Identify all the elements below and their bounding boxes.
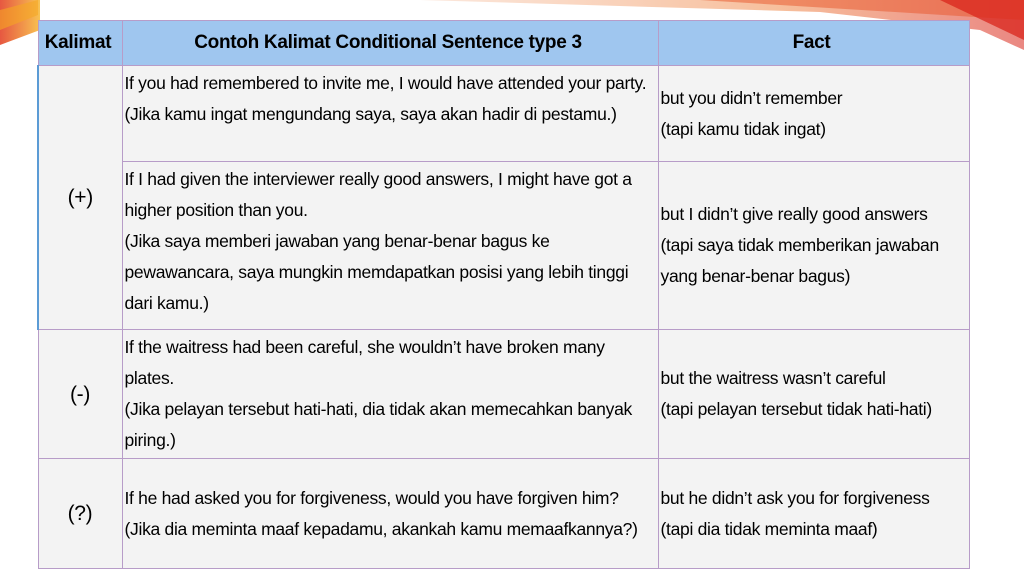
- conditional-sentence-table: [37, 20, 970, 569]
- example-sentence: If the waitress had been careful, she wouldn’t have broken many plates.: [124, 337, 605, 388]
- fact-translation: (tapi dia tidak meminta maaf): [660, 518, 878, 539]
- table-row: [38, 330, 969, 459]
- table-row: [38, 66, 969, 162]
- fact-text: but you didn’t remember: [660, 87, 843, 108]
- fact-text: but the waitress wasn’t careful: [660, 368, 886, 388]
- kalimat-positive: (+): [38, 66, 122, 330]
- table-row: [38, 459, 969, 569]
- table-row: [38, 162, 969, 330]
- example-cell: [122, 162, 658, 330]
- header-fact: Fact: [658, 21, 969, 66]
- kalimat-negative: (-): [38, 330, 122, 459]
- fact-text: but I didn’t give really good answers: [660, 204, 928, 224]
- example-translation: (Jika pelayan tersebut hati-hati, dia tidak akan memecahkan banyak piring.): [124, 399, 632, 450]
- kalimat-interrogative: (?): [38, 459, 122, 569]
- example-cell: [122, 66, 658, 162]
- example-translation: (Jika saya memberi jawaban yang benar-benar bagus ke pewawancara, saya mungkin memdapatkan posisi yang lebih tinggi dari kamu.): [124, 231, 629, 313]
- fact-cell: [658, 66, 969, 162]
- table-header-row: [38, 21, 969, 66]
- conditional-table-container: [37, 20, 968, 563]
- example-sentence: If you had remembered to invite me, I would have attended your party.: [124, 73, 647, 93]
- header-kalimat: Kalimat: [38, 21, 122, 66]
- fact-translation: (tapi kamu tidak ingat): [660, 118, 826, 139]
- example-cell: [122, 330, 658, 459]
- header-example: Contoh Kalimat Conditional Sentence type 3: [122, 21, 658, 66]
- fact-translation: (tapi saya tidak memberikan jawaban yang benar-benar bagus): [660, 235, 939, 286]
- fact-cell: [658, 330, 969, 459]
- example-sentence: If I had given the interviewer really good answers, I might have got a higher position than you.: [124, 169, 632, 220]
- fact-cell: [658, 459, 969, 569]
- example-translation: (Jika dia meminta maaf kepadamu, akankah kamu memaafkannya?): [124, 518, 638, 539]
- example-translation: (Jika kamu ingat mengundang saya, saya akan hadir di pestamu.): [124, 104, 617, 124]
- example-sentence: If he had asked you for forgiveness, would you have forgiven him?: [124, 487, 619, 508]
- example-cell: [122, 459, 658, 569]
- fact-cell: [658, 162, 969, 330]
- fact-translation: (tapi pelayan tersebut tidak hati-hati): [660, 399, 932, 419]
- fact-text: but he didn’t ask you for forgiveness: [660, 487, 930, 508]
